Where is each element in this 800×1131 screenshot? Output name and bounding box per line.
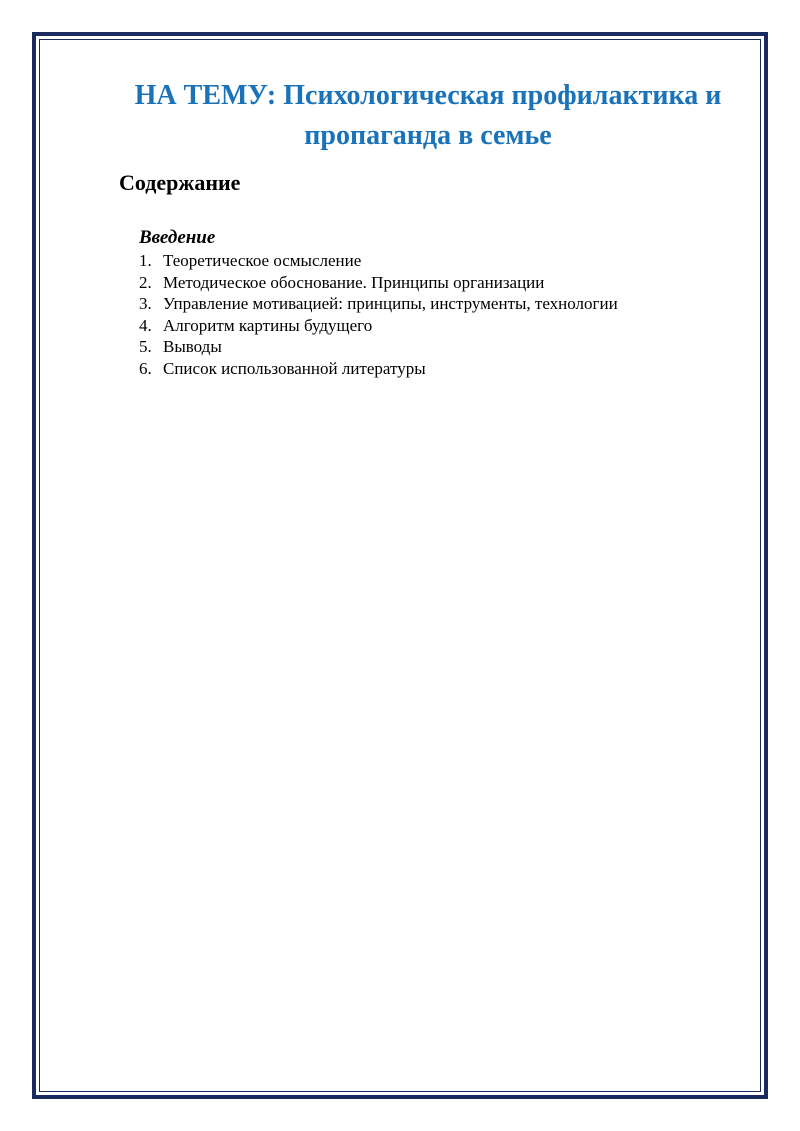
toc-intro: Введение (139, 227, 216, 248)
toc-item-text: Теоретическое осмысление (163, 251, 362, 270)
toc-list (139, 250, 739, 380)
toc-item-number: 3. (139, 294, 152, 314)
contents-heading: Содержание (119, 170, 241, 195)
toc-item-text: Методическое обоснование. Принципы организации (163, 272, 545, 292)
toc-item-number: 6. (139, 358, 152, 378)
toc-item-number: 1. (139, 251, 152, 270)
document-title: НА ТЕМУ: Психологическая профилактика и пропаганда в семье (134, 80, 722, 151)
toc-item-number: 2. (139, 272, 152, 292)
toc-item (139, 293, 739, 315)
toc-item (139, 315, 739, 337)
toc-item (139, 336, 739, 358)
toc-item-text: Управление мотивацией: принципы, инструменты, технологии (163, 294, 618, 314)
table-of-contents (139, 226, 739, 380)
toc-item (139, 272, 739, 294)
toc-item-number: 4. (139, 315, 152, 335)
toc-item-text: Выводы (163, 337, 222, 357)
toc-item-text: Список использованной литературы (163, 358, 426, 378)
toc-item (139, 250, 739, 272)
toc-item (139, 358, 739, 380)
toc-item-text: Алгоритм картины будущего (163, 315, 373, 335)
toc-item-number: 5. (139, 337, 152, 357)
